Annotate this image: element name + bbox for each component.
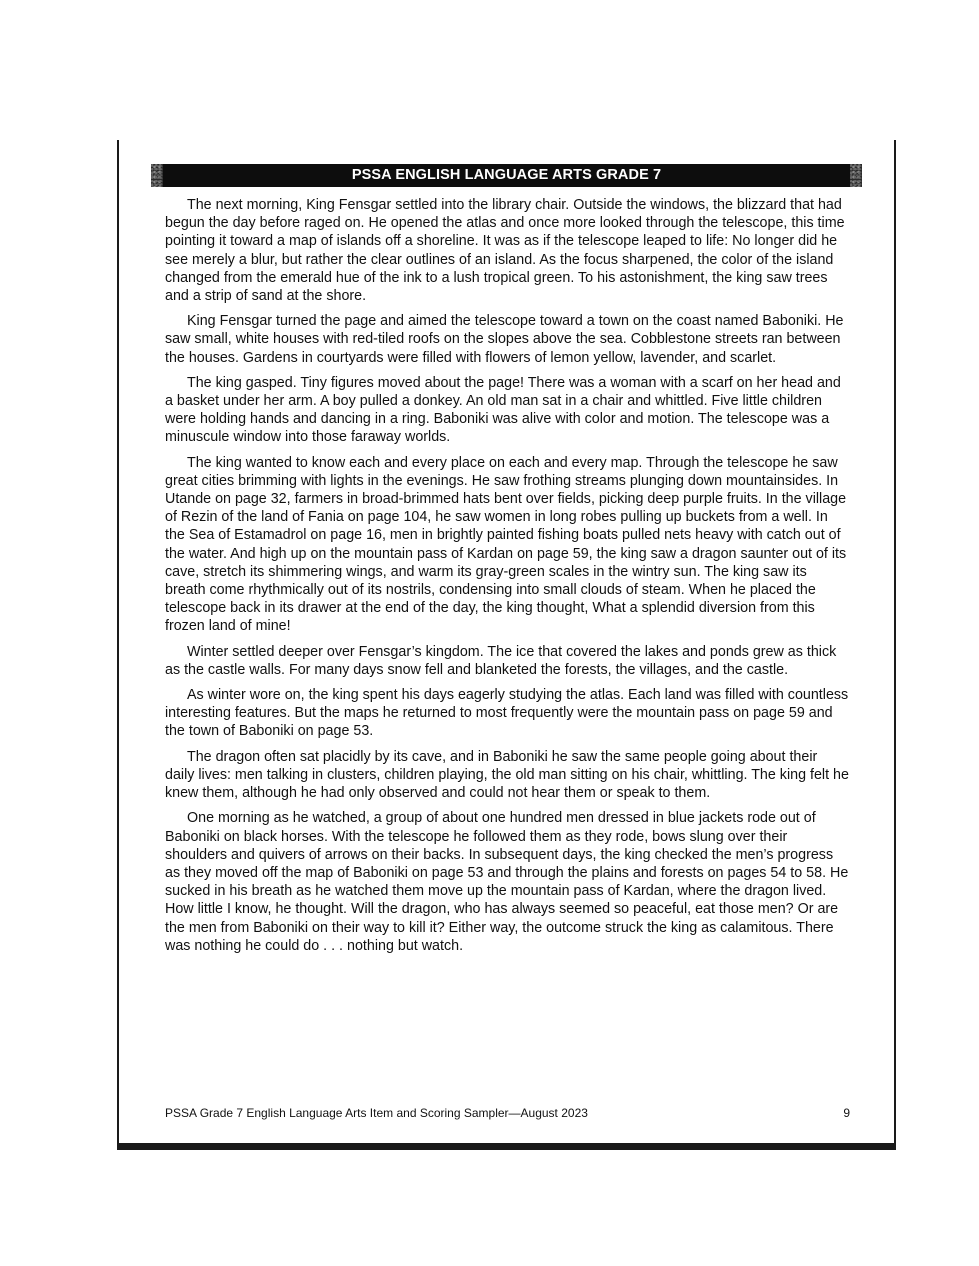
story-paragraph: As winter wore on, the king spent his days eagerly studying the atlas. Each land was filled with countless interesting features. But the maps he returned to most frequently were the mountain pass on page 59 and the town of Baboniki on page 53.: [165, 687, 849, 740]
story-paragraph: The king gasped. Tiny figures moved about the page! There was a woman with a scarf on her head and a basket under her arm. A boy pulled a donkey. An old man sat in a chair and whittled. Five little children were holding hands and dancing in a ring. Baboniki was alive with color and motion. The telescope was a minuscule window into those faraway worlds.: [165, 374, 841, 446]
footer-source: PSSA Grade 7 English Language Arts Item and Scoring Sampler—August 2023: [165, 1106, 588, 1120]
story-paragraph: One morning as he watched, a group of about one hundred men dressed in blue jackets rode out of Baboniki on black horses. With the telescope he followed them as they rode, bows slung over their shoulders and quivers of arrows on their backs. In subsequent days, the king checked the men’s progress as they moved off the map of Baboniki on page 53 and through the plains and forests on pages 54 to 58. He sucked in his breath as he watched them move up the mountain pass of Kardan, where the dragon lived. How little I know, he thought. Will the dragon, who has always seemed so peaceful, eat those men? Or are the men from Baboniki on their way to kill it? Either way, the outcome struck the king as calamitous. There was nothing he could do . . . nothing but watch.: [165, 810, 849, 954]
banner-texture-right: [850, 164, 862, 187]
banner-title: PSSA ENGLISH LANGUAGE ARTS GRADE 7: [351, 167, 662, 183]
story-paragraph: The dragon often sat placidly by its cave, and in Baboniki he saw the same people going about their daily lives: men talking in clusters, children playing, the old man sitting on his chair, whittling. The king felt he knew them, although he had only observed and could not hear them or speak to them.: [165, 748, 849, 802]
story-paragraph: Winter settled deeper over Fensgar’s kingdom. The ice that covered the lakes and ponds grew as thick as the castle walls. For many days snow fell and blanketed the forests, the villages, and the castle.: [165, 643, 837, 678]
story-paragraph: King Fensgar turned the page and aimed the telescope toward a town on the coast named Baboniki. He saw small, white houses with red-tiled roofs on the slopes above the sea. Cobblestone streets ran between the houses. Gardens in courtyards were filled with flowers of lemon yellow, lavender, and scarlet.: [165, 313, 844, 366]
story-body: [165, 196, 849, 962]
banner-texture-left: [151, 164, 163, 187]
story-paragraph: The next morning, King Fensgar settled into the library chair. Outside the windows, the blizzard that had begun the day before raged on. He opened the atlas and once more looked through the telescope, this time pointing it toward a map of islands off a shoreline. It was as if the telescope leaped to life: No longer did he see merely a blur, but rather the clear outlines of an island. As the focus sharpened, the color of the island changed from the emerald hue of the ink to a lush tropical green. To his astonishment, the king saw trees and a strip of sand at the shore.: [165, 197, 845, 305]
page-number: 9: [843, 1106, 850, 1120]
section-banner: [157, 164, 856, 187]
page-frame: [117, 140, 896, 1150]
story-paragraph: The king wanted to know each and every place on each and every map. Through the telescope he saw great cities brimming with lights in the evenings. He saw frothing streams plunging down mountainsides. In Utande on page 32, farmers in broad-brimmed hats bent over fields, picking deep purple fruits. In the village of Rezin of the land of Fania on page 104, he saw women in long robes pulling up buckets from a well. In the Sea of Estamadrol on page 16, men in brightly painted fishing boats pulled nets heavy with catch out of the water. And high up on the mountain pass of Kardan on page 59, the king saw a dragon saunter out of its cave, stretch its shimmering wings, and warm its gray-green scales in the wintry sun. The king saw its breath come rhythmically out of its nostrils, condensing into small clouds of steam. When he placed the telescope back in its drawer at the end of the day, the king thought, What a splendid diversion from this frozen land of mine!: [165, 454, 847, 635]
